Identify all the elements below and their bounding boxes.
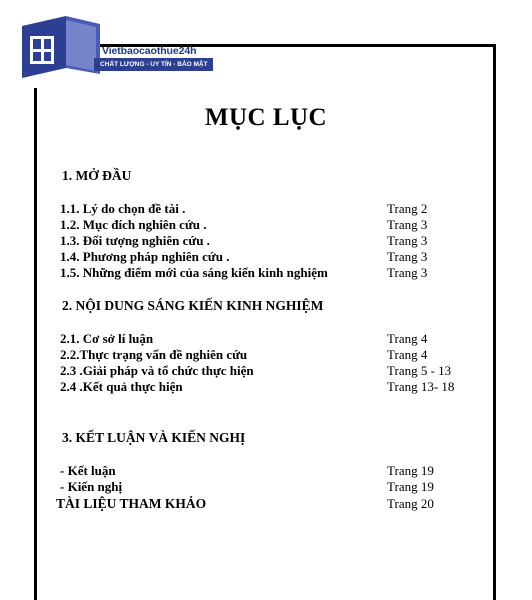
- toc-item-label: 2.3 .Giải pháp và tổ chức thực hiện: [60, 363, 254, 378]
- toc-row[interactable]: [60, 479, 480, 495]
- toc-row[interactable]: [60, 265, 480, 281]
- toc-item-label: TÀI LIỆU THAM KHẢO: [56, 496, 207, 511]
- toc-item-page: Trang 3: [387, 233, 428, 248]
- site-logo[interactable]: [14, 16, 208, 86]
- toc-item-page: Trang 19: [387, 479, 434, 494]
- toc-item-label: 2.1. Cơ sở lí luận: [60, 331, 154, 346]
- toc-item-label: 2.4 .Kết quả thực hiện: [60, 379, 183, 394]
- toc-item-page: Trang 5 - 13: [387, 363, 452, 378]
- toc-row[interactable]: [60, 363, 480, 379]
- toc-item-label: 2.2.Thực trạng vấn đề nghiên cứu: [60, 347, 248, 362]
- toc-item-page: Trang 2: [387, 201, 428, 216]
- toc-item-page: Trang 19: [387, 463, 434, 478]
- section-heading-2: 2. NỘI DUNG SÁNG KIẾN KINH NGHIỆM: [62, 298, 324, 313]
- toc-item-label: 1.5. Những điểm mới của sáng kiến kinh nghiệm: [60, 265, 328, 280]
- toc-item-page: Trang 13- 18: [387, 379, 455, 394]
- book-logo-icon: [14, 16, 106, 82]
- toc-row[interactable]: [60, 379, 480, 395]
- section-heading-3: 3. KẾT LUẬN VÀ KIẾN NGHỊ: [62, 430, 246, 445]
- toc-row[interactable]: [60, 249, 480, 265]
- toc-item-label: 1.2. Mục đích nghiên cứu .: [60, 217, 207, 232]
- toc-item-page: Trang 20: [387, 496, 434, 511]
- toc-item-label: 1.1. Lý do chọn đề tài .: [60, 201, 186, 216]
- document-title: MỤC LỤC: [204, 104, 328, 131]
- toc-row[interactable]: [60, 201, 480, 217]
- logo-brand-name: Vietbaocaothue24h: [102, 45, 197, 57]
- section-heading-1: 1. MỞ ĐẦU: [62, 168, 132, 183]
- toc-row[interactable]: [60, 463, 480, 479]
- toc-row[interactable]: [60, 347, 480, 363]
- toc-item-page: Trang 4: [387, 347, 428, 362]
- toc-item-page: Trang 3: [387, 249, 428, 264]
- toc-item-label: - Kiến nghị: [60, 479, 123, 494]
- logo-tagline: CHẤT LƯỢNG - UY TÍN - BẢO MẬT: [94, 58, 213, 71]
- page-border-left: [34, 88, 37, 600]
- toc-row[interactable]: [60, 233, 480, 249]
- toc-item-page: Trang 3: [387, 265, 428, 280]
- toc-item-label: 1.3. Đối tượng nghiên cứu .: [60, 233, 210, 248]
- toc-item-page: Trang 4: [387, 331, 428, 346]
- toc-item-label: 1.4. Phương pháp nghiên cứu .: [60, 249, 230, 264]
- toc-row-references[interactable]: [56, 496, 476, 512]
- toc-item-page: Trang 3: [387, 217, 428, 232]
- toc-item-label: - Kết luận: [60, 463, 116, 478]
- toc-row[interactable]: [60, 331, 480, 347]
- toc-row[interactable]: [60, 217, 480, 233]
